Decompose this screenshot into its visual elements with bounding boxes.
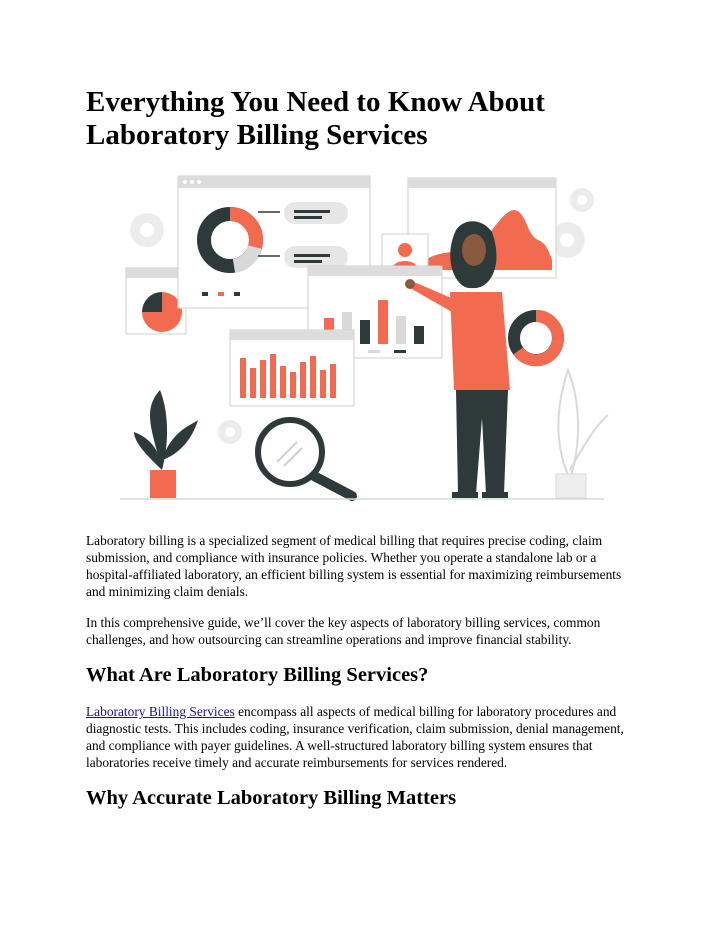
section-heading-what-are: What Are Laboratory Billing Services? [86, 664, 429, 686]
page-title: Everything You Need to Know About Laboratory Billing Services [86, 86, 545, 151]
laboratory-billing-illustration [112, 170, 612, 505]
magnifying-glass-icon [258, 420, 352, 496]
section1-body-text: encompass all aspects of medical billing for laboratory procedures and diagnostic tests. This includes coding, insurance verification, claim submission, denial management, and compliance with payer guidelines. A well-structured laboratory billing system ensures that laboratories receive timely and accurate reimbursements for services rendered. [86, 704, 624, 770]
pie-chart-window [126, 268, 186, 334]
potted-plant-left [134, 390, 198, 498]
right-donut-chart [514, 316, 558, 360]
gear-icon [570, 188, 594, 212]
laboratory-billing-services-link[interactable]: Laboratory Billing Services [86, 704, 235, 719]
gear-icon [130, 213, 164, 247]
section-heading-why-accurate: Why Accurate Laboratory Billing Matters [86, 787, 457, 809]
section1-paragraph [86, 703, 642, 771]
intro-paragraph: Laboratory billing is a specialized segment of medical billing that requires precise coding, claim submission, and compliance with insurance policies. Whether you operate a standalone lab or a hospital-affiliated laboratory, an efficient billing system is essential for maximizing reimbursements and minimizing claim denials. [86, 533, 622, 599]
gear-icon [218, 420, 242, 444]
guide-paragraph: In this comprehensive guide, we’ll cover the key aspects of laboratory billing services, common challenges, and how outsourcing can streamline operations and improve financial stability. [86, 615, 601, 647]
histogram-window [230, 330, 354, 406]
potted-plant-right [556, 370, 608, 498]
